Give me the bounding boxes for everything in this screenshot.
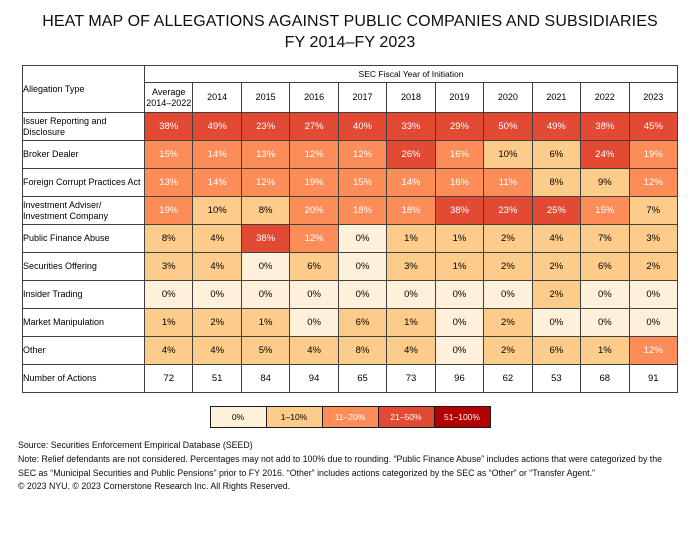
heatmap-cell: 23%: [484, 197, 532, 225]
heatmap-cell: 49%: [193, 113, 241, 141]
heatmap-cell: 0%: [290, 281, 338, 309]
column-header: 2021: [532, 83, 580, 113]
heatmap-cell: 9%: [581, 169, 629, 197]
heatmap-cell: 1%: [435, 225, 483, 253]
heatmap-cell: 0%: [193, 281, 241, 309]
actions-count-cell: 94: [290, 365, 338, 393]
heatmap-cell: 50%: [484, 113, 532, 141]
heatmap-cell: 12%: [629, 337, 677, 365]
heatmap-cell: 2%: [532, 281, 580, 309]
heatmap-cell: 0%: [241, 253, 289, 281]
heatmap-cell: 20%: [290, 197, 338, 225]
allegation-type-header: Allegation Type: [23, 66, 145, 113]
heatmap-cell: 0%: [532, 309, 580, 337]
heatmap-cell: 7%: [581, 225, 629, 253]
footnotes: [18, 439, 682, 494]
heatmap-cell: 0%: [290, 309, 338, 337]
heatmap-cell: 6%: [338, 309, 386, 337]
heatmap-cell: 11%: [484, 169, 532, 197]
heatmap-cell: 10%: [193, 197, 241, 225]
heatmap-cell: 15%: [145, 141, 193, 169]
heatmap-cell: 38%: [581, 113, 629, 141]
heatmap-legend: [0, 406, 700, 428]
table-row: [23, 253, 678, 281]
heatmap-cell: 0%: [629, 281, 677, 309]
legend-item: 0%: [210, 406, 267, 428]
allegation-type-label: Foreign Corrupt Practices Act: [23, 169, 145, 197]
heatmap-cell: 26%: [387, 141, 435, 169]
column-header: 2018: [387, 83, 435, 113]
heatmap-cell: 4%: [532, 225, 580, 253]
heatmap-cell: 0%: [338, 281, 386, 309]
table-row: [23, 197, 678, 225]
heatmap-cell: 18%: [387, 197, 435, 225]
heatmap-cell: 14%: [193, 141, 241, 169]
heatmap-cell: 16%: [435, 141, 483, 169]
heatmap-cell: 14%: [193, 169, 241, 197]
actions-count-cell: 53: [532, 365, 580, 393]
heatmap-cell: 38%: [145, 113, 193, 141]
heatmap-cell: 4%: [193, 337, 241, 365]
chart-title-line2: FY 2014–FY 2023: [284, 34, 416, 51]
allegation-type-label: Broker Dealer: [23, 141, 145, 169]
table-row: [23, 309, 678, 337]
actions-count-cell: 84: [241, 365, 289, 393]
heatmap-cell: 8%: [145, 225, 193, 253]
heatmap-cell: 2%: [484, 253, 532, 281]
heatmap-cell: 12%: [290, 225, 338, 253]
heatmap-cell: 0%: [145, 281, 193, 309]
heatmap-cell: 38%: [435, 197, 483, 225]
column-header: 2022: [581, 83, 629, 113]
heatmap-cell: 8%: [532, 169, 580, 197]
source-note: Source: Securities Enforcement Empirical Database (SEED): [18, 440, 253, 450]
legend-item: 21–50%: [378, 406, 435, 428]
actions-count-cell: 51: [193, 365, 241, 393]
column-header: 2017: [338, 83, 386, 113]
heatmap-cell: 0%: [387, 281, 435, 309]
table-row: [23, 281, 678, 309]
heatmap-cell: 0%: [484, 281, 532, 309]
allegation-type-label: Public Finance Abuse: [23, 225, 145, 253]
heatmap-cell: 1%: [435, 253, 483, 281]
heatmap-cell: 0%: [629, 309, 677, 337]
column-header: Average 2014–2022: [145, 83, 193, 113]
heatmap-cell: 8%: [241, 197, 289, 225]
heatmap-cell: 6%: [532, 141, 580, 169]
heatmap-cell: 12%: [241, 169, 289, 197]
heatmap-cell: 0%: [581, 281, 629, 309]
heatmap-cell: 15%: [338, 169, 386, 197]
heatmap-cell: 29%: [435, 113, 483, 141]
heatmap-cell: 2%: [532, 253, 580, 281]
heatmap-cell: 16%: [435, 169, 483, 197]
heatmap-cell: 2%: [484, 225, 532, 253]
group-header-row: [23, 66, 678, 83]
heatmap-cell: 38%: [241, 225, 289, 253]
column-header: 2019: [435, 83, 483, 113]
table-row: [23, 365, 678, 393]
copyright-note: © 2023 NYU. © 2023 Cornerstone Research Inc. All Rights Reserved.: [18, 481, 291, 492]
table-row: [23, 225, 678, 253]
actions-count-cell: 91: [629, 365, 677, 393]
heatmap-cell: 4%: [193, 225, 241, 253]
heatmap-cell: 4%: [145, 337, 193, 365]
column-header: 2016: [290, 83, 338, 113]
methodology-note: Note: Relief defendants are not considered. Percentages may not add to 100% due to rounding. “Public Finance Abuse” includes actions that were categorized by the SEC as “Municipal Securities and Public Pensions” prior to FY 2016. “Other” includes actions categorized by the SEC as “Other” or “Transfer Agent.”: [18, 453, 663, 478]
table-row: [23, 169, 678, 197]
heatmap-cell: 19%: [290, 169, 338, 197]
heatmap-cell: 6%: [290, 253, 338, 281]
table-header: [23, 66, 678, 113]
chart-title-line1: HEAT MAP OF ALLEGATIONS AGAINST PUBLIC COMPANIES AND SUBSIDIARIES: [42, 13, 658, 30]
chart-title: [0, 0, 700, 53]
heatmap-cell: 2%: [629, 253, 677, 281]
legend-item: 11–20%: [322, 406, 379, 428]
heatmap-cell: 24%: [581, 141, 629, 169]
heatmap-cell: 49%: [532, 113, 580, 141]
legend-item: 1–10%: [266, 406, 323, 428]
table-row: [23, 141, 678, 169]
actions-count-cell: 62: [484, 365, 532, 393]
heatmap-cell: 12%: [338, 141, 386, 169]
heatmap-cell: 14%: [387, 169, 435, 197]
heatmap-cell: 18%: [338, 197, 386, 225]
heatmap-cell: 40%: [338, 113, 386, 141]
heatmap-cell: 0%: [435, 337, 483, 365]
table-body: [23, 113, 678, 393]
heatmap-cell: 3%: [629, 225, 677, 253]
heatmap-cell: 0%: [435, 309, 483, 337]
heatmap-cell: 23%: [241, 113, 289, 141]
heatmap-cell: 12%: [290, 141, 338, 169]
heatmap-cell: 12%: [629, 169, 677, 197]
heatmap-cell: 27%: [290, 113, 338, 141]
heatmap-cell: 0%: [241, 281, 289, 309]
heatmap-cell: 33%: [387, 113, 435, 141]
allegation-type-label: Securities Offering: [23, 253, 145, 281]
heatmap-cell: 8%: [338, 337, 386, 365]
heatmap-cell: 6%: [581, 253, 629, 281]
heatmap-cell: 4%: [387, 337, 435, 365]
number-of-actions-label: Number of Actions: [23, 365, 145, 393]
heatmap-cell: 6%: [532, 337, 580, 365]
actions-count-cell: 65: [338, 365, 386, 393]
heatmap-cell: 2%: [484, 309, 532, 337]
heatmap-cell: 1%: [581, 337, 629, 365]
column-header: 2020: [484, 83, 532, 113]
heatmap-cell: 4%: [290, 337, 338, 365]
heatmap-cell: 4%: [193, 253, 241, 281]
column-header: 2015: [241, 83, 289, 113]
fiscal-year-group-header: SEC Fiscal Year of Initiation: [145, 66, 678, 83]
heatmap-cell: 2%: [193, 309, 241, 337]
legend-item: 51–100%: [434, 406, 491, 428]
table-row: [23, 337, 678, 365]
actions-count-cell: 72: [145, 365, 193, 393]
heatmap-cell: 1%: [241, 309, 289, 337]
heatmap-cell: 0%: [581, 309, 629, 337]
heatmap-cell: 19%: [145, 197, 193, 225]
heatmap-cell: 25%: [532, 197, 580, 225]
heatmap-cell: 3%: [387, 253, 435, 281]
allegation-type-label: Other: [23, 337, 145, 365]
heatmap-cell: 0%: [435, 281, 483, 309]
allegation-type-label: Market Manipulation: [23, 309, 145, 337]
heatmap-cell: 1%: [387, 225, 435, 253]
heatmap-cell: 0%: [338, 253, 386, 281]
heatmap-cell: 5%: [241, 337, 289, 365]
heatmap-cell: 45%: [629, 113, 677, 141]
heatmap-cell: 15%: [581, 197, 629, 225]
heatmap-cell: 19%: [629, 141, 677, 169]
heatmap-cell: 1%: [145, 309, 193, 337]
allegation-type-label: Investment Adviser/ Investment Company: [23, 197, 145, 225]
column-header: 2023: [629, 83, 677, 113]
heatmap-cell: 7%: [629, 197, 677, 225]
table-row: [23, 113, 678, 141]
allegation-type-label: Issuer Reporting and Disclosure: [23, 113, 145, 141]
heatmap-cell: 13%: [145, 169, 193, 197]
heatmap-cell: 3%: [145, 253, 193, 281]
column-header: 2014: [193, 83, 241, 113]
heatmap-cell: 13%: [241, 141, 289, 169]
actions-count-cell: 68: [581, 365, 629, 393]
heatmap-cell: 0%: [338, 225, 386, 253]
actions-count-cell: 73: [387, 365, 435, 393]
allegation-type-label: Insider Trading: [23, 281, 145, 309]
heatmap-cell: 2%: [484, 337, 532, 365]
heatmap-table: [22, 65, 678, 393]
actions-count-cell: 96: [435, 365, 483, 393]
heatmap-cell: 10%: [484, 141, 532, 169]
heatmap-cell: 1%: [387, 309, 435, 337]
